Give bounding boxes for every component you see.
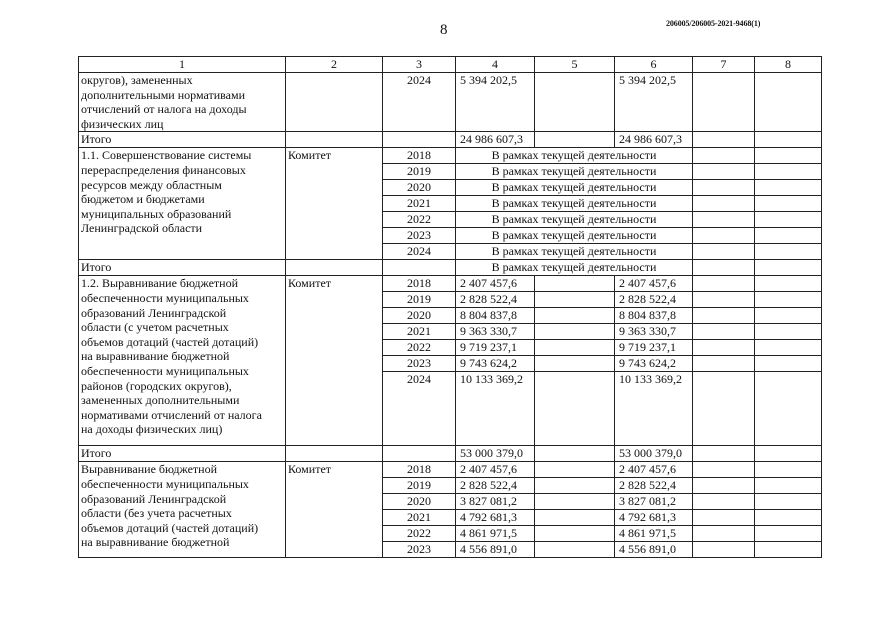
amount-total-cell: 2 407 457,6 — [456, 276, 535, 292]
amount-federal-cell — [535, 542, 615, 558]
activity-name-line: Выравнивание бюджетной — [81, 462, 218, 477]
total-executor-cell — [286, 260, 383, 276]
activity-name-line: на выравнивание бюджетной — [81, 349, 230, 364]
amount-regional-cell: 8 804 837,8 — [615, 308, 693, 324]
year-cell: 2023 — [383, 228, 456, 244]
amount-local-cell — [693, 276, 755, 292]
amount-other-cell — [755, 244, 822, 260]
amount-other-cell — [755, 526, 822, 542]
executor-cell: Комитет — [286, 462, 383, 558]
header-row — [79, 57, 822, 73]
total-label: Итого — [79, 446, 286, 462]
year-cell: 2020 — [383, 308, 456, 324]
year-cell: 2018 — [383, 276, 456, 292]
amount-federal-cell — [535, 462, 615, 478]
amount-regional-cell: 2 407 457,6 — [615, 462, 693, 478]
amount-other-cell — [755, 356, 822, 372]
amount-other-cell — [755, 196, 822, 212]
amount-federal-cell — [535, 494, 615, 510]
executor-cell: Комитет — [286, 276, 383, 446]
activity-name-line: на доходы физических лиц) — [81, 422, 223, 437]
amount-regional-cell: 4 861 971,5 — [615, 526, 693, 542]
total-year-cell — [383, 260, 456, 276]
activity-name-line: обеспеченности муниципальных — [81, 363, 249, 378]
amount-other-cell — [755, 324, 822, 340]
amount-total-cell: 10 133 369,2 — [456, 372, 535, 446]
table-row — [79, 276, 822, 292]
total-label: Итого — [79, 260, 286, 276]
amount-local-cell — [693, 148, 755, 164]
year-cell: 2022 — [383, 340, 456, 356]
total-year-cell — [383, 132, 456, 148]
amount-local-cell — [693, 292, 755, 308]
year-cell: 2020 — [383, 180, 456, 196]
activity-name-line: обеспеченности муниципальных — [81, 290, 249, 305]
amount-other-cell — [755, 542, 822, 558]
amount-local-cell — [693, 308, 755, 324]
amount-other-cell — [755, 212, 822, 228]
amount-total-cell: 5 394 202,5 — [456, 73, 535, 132]
amount-local-cell — [693, 196, 755, 212]
amount-local-cell — [693, 478, 755, 494]
note-cell: В рамках текущей деятельности — [456, 228, 693, 244]
header-cell: 5 — [535, 57, 615, 73]
budget-table — [78, 56, 822, 558]
activity-name-line: области (с учетом расчетных — [81, 320, 229, 335]
total-federal-cell — [535, 446, 615, 462]
note-cell: В рамках текущей деятельности — [456, 180, 693, 196]
activity-name-line: округов), замененных — [81, 73, 193, 87]
header-cell: 1 — [79, 57, 286, 73]
year-cell: 2020 — [383, 494, 456, 510]
total-row — [79, 260, 822, 276]
year-cell: 2024 — [383, 73, 456, 132]
total-amount-cell: 53 000 379,0 — [456, 446, 535, 462]
header-cell: 2 — [286, 57, 383, 73]
amount-federal-cell — [535, 276, 615, 292]
year-cell: 2023 — [383, 356, 456, 372]
amount-regional-cell: 5 394 202,5 — [615, 73, 693, 132]
page-number: 8 — [440, 22, 448, 38]
amount-local-cell — [693, 494, 755, 510]
amount-other-cell — [755, 164, 822, 180]
amount-other-cell — [755, 340, 822, 356]
total-label: Итого — [79, 132, 286, 148]
amount-federal-cell — [535, 510, 615, 526]
amount-other-cell — [755, 276, 822, 292]
year-cell: 2024 — [383, 244, 456, 260]
year-cell: 2021 — [383, 196, 456, 212]
total-local-cell — [693, 260, 755, 276]
amount-regional-cell: 3 827 081,2 — [615, 494, 693, 510]
amount-other-cell — [755, 73, 822, 132]
year-cell: 2019 — [383, 478, 456, 494]
header-cell: 6 — [615, 57, 693, 73]
amount-other-cell — [755, 180, 822, 196]
year-cell: 2022 — [383, 526, 456, 542]
total-year-cell — [383, 446, 456, 462]
amount-other-cell — [755, 372, 822, 446]
total-federal-cell — [535, 132, 615, 148]
amount-regional-cell: 2 828 522,4 — [615, 478, 693, 494]
activity-name-line: объемов дотаций (частей дотаций) — [81, 520, 259, 535]
total-local-cell — [693, 446, 755, 462]
activity-name — [79, 148, 286, 260]
amount-other-cell — [755, 308, 822, 324]
amount-federal-cell — [535, 292, 615, 308]
activity-name-line: 1.2. Выравнивание бюджетной — [81, 276, 239, 291]
amount-federal-cell — [535, 308, 615, 324]
amount-local-cell — [693, 372, 755, 446]
note-cell: В рамках текущей деятельности — [456, 244, 693, 260]
activity-name-line: Ленинградской области — [81, 221, 203, 236]
document-id: 206005/206005-2021-9468(1) — [666, 19, 761, 28]
amount-total-cell: 4 556 891,0 — [456, 542, 535, 558]
amount-regional-cell: 9 719 237,1 — [615, 340, 693, 356]
year-cell: 2021 — [383, 324, 456, 340]
note-cell: В рамках текущей деятельности — [456, 148, 693, 164]
amount-local-cell — [693, 228, 755, 244]
amount-local-cell — [693, 164, 755, 180]
year-cell: 2018 — [383, 462, 456, 478]
year-cell: 2018 — [383, 148, 456, 164]
executor-cell — [286, 73, 383, 132]
executor-cell: Комитет — [286, 148, 383, 260]
activity-name-line: обеспеченности муниципальных — [81, 476, 249, 491]
activity-name — [79, 276, 286, 446]
amount-local-cell — [693, 340, 755, 356]
activity-name-line: ресурсов между областным — [81, 177, 222, 192]
table-row — [79, 462, 822, 478]
amount-total-cell: 9 363 330,7 — [456, 324, 535, 340]
amount-local-cell — [693, 73, 755, 132]
total-row — [79, 446, 822, 462]
activity-name — [79, 462, 286, 558]
total-amount-cell: 24 986 607,3 — [456, 132, 535, 148]
activity-name-line: бюджетом и бюджетами — [81, 192, 205, 207]
amount-federal-cell — [535, 372, 615, 446]
year-cell: 2023 — [383, 542, 456, 558]
note-cell: В рамках текущей деятельности — [456, 196, 693, 212]
activity-name-line: на выравнивание бюджетной — [81, 535, 230, 550]
amount-regional-cell: 10 133 369,2 — [615, 372, 693, 446]
total-local-cell — [693, 132, 755, 148]
activity-name-line: образований Ленинградской — [81, 491, 227, 506]
header-cell: 7 — [693, 57, 755, 73]
total-other-cell — [755, 132, 822, 148]
total-executor-cell — [286, 446, 383, 462]
year-cell: 2019 — [383, 292, 456, 308]
amount-federal-cell — [535, 526, 615, 542]
activity-name-line: отчислений от налога на доходы — [81, 102, 247, 117]
amount-local-cell — [693, 526, 755, 542]
amount-local-cell — [693, 462, 755, 478]
total-note-cell: В рамках текущей деятельности — [456, 260, 693, 276]
activity-name-line: нормативами отчислений от налога — [81, 407, 262, 422]
amount-other-cell — [755, 228, 822, 244]
header-cell: 4 — [456, 57, 535, 73]
table-row — [79, 148, 822, 164]
header-cell: 3 — [383, 57, 456, 73]
activity-name-line: объемов дотаций (частей дотаций) — [81, 334, 259, 349]
amount-local-cell — [693, 180, 755, 196]
amount-regional-cell: 9 363 330,7 — [615, 324, 693, 340]
activity-name — [79, 73, 286, 132]
amount-other-cell — [755, 494, 822, 510]
amount-total-cell: 2 407 457,6 — [456, 462, 535, 478]
amount-federal-cell — [535, 340, 615, 356]
amount-total-cell: 9 743 624,2 — [456, 356, 535, 372]
amount-total-cell: 2 828 522,4 — [456, 292, 535, 308]
note-cell: В рамках текущей деятельности — [456, 212, 693, 228]
amount-total-cell: 4 792 681,3 — [456, 510, 535, 526]
total-regional-cell: 53 000 379,0 — [615, 446, 693, 462]
amount-local-cell — [693, 510, 755, 526]
amount-total-cell: 2 828 522,4 — [456, 478, 535, 494]
activity-name-line: районов (городских округов), — [81, 378, 232, 393]
amount-other-cell — [755, 510, 822, 526]
amount-local-cell — [693, 212, 755, 228]
header-cell: 8 — [755, 57, 822, 73]
total-other-cell — [755, 446, 822, 462]
total-regional-cell: 24 986 607,3 — [615, 132, 693, 148]
amount-regional-cell: 2 407 457,6 — [615, 276, 693, 292]
activity-name-line: дополнительными нормативами — [81, 87, 246, 102]
amount-regional-cell: 4 556 891,0 — [615, 542, 693, 558]
activity-name-line: замененных дополнительными — [81, 393, 240, 408]
activity-name-line: физических лиц — [81, 116, 164, 131]
activity-name-line: образований Ленинградской — [81, 305, 227, 320]
amount-other-cell — [755, 148, 822, 164]
amount-federal-cell — [535, 73, 615, 132]
amount-local-cell — [693, 244, 755, 260]
year-cell: 2019 — [383, 164, 456, 180]
activity-name-line: муниципальных образований — [81, 206, 232, 221]
total-row — [79, 132, 822, 148]
amount-federal-cell — [535, 356, 615, 372]
amount-local-cell — [693, 356, 755, 372]
amount-other-cell — [755, 462, 822, 478]
year-cell: 2021 — [383, 510, 456, 526]
amount-local-cell — [693, 542, 755, 558]
amount-federal-cell — [535, 324, 615, 340]
amount-regional-cell: 9 743 624,2 — [615, 356, 693, 372]
amount-total-cell: 9 719 237,1 — [456, 340, 535, 356]
amount-other-cell — [755, 292, 822, 308]
activity-name-line: 1.1. Совершенствование системы — [81, 148, 252, 163]
amount-total-cell: 8 804 837,8 — [456, 308, 535, 324]
note-cell: В рамках текущей деятельности — [456, 164, 693, 180]
table-row — [79, 73, 822, 132]
year-cell: 2024 — [383, 372, 456, 446]
amount-total-cell: 4 861 971,5 — [456, 526, 535, 542]
activity-name-line: перераспределения финансовых — [81, 162, 246, 177]
total-other-cell — [755, 260, 822, 276]
total-executor-cell — [286, 132, 383, 148]
amount-regional-cell: 2 828 522,4 — [615, 292, 693, 308]
amount-regional-cell: 4 792 681,3 — [615, 510, 693, 526]
amount-federal-cell — [535, 478, 615, 494]
year-cell: 2022 — [383, 212, 456, 228]
amount-total-cell: 3 827 081,2 — [456, 494, 535, 510]
amount-other-cell — [755, 478, 822, 494]
activity-name-line: области (без учета расчетных — [81, 506, 232, 521]
amount-local-cell — [693, 324, 755, 340]
